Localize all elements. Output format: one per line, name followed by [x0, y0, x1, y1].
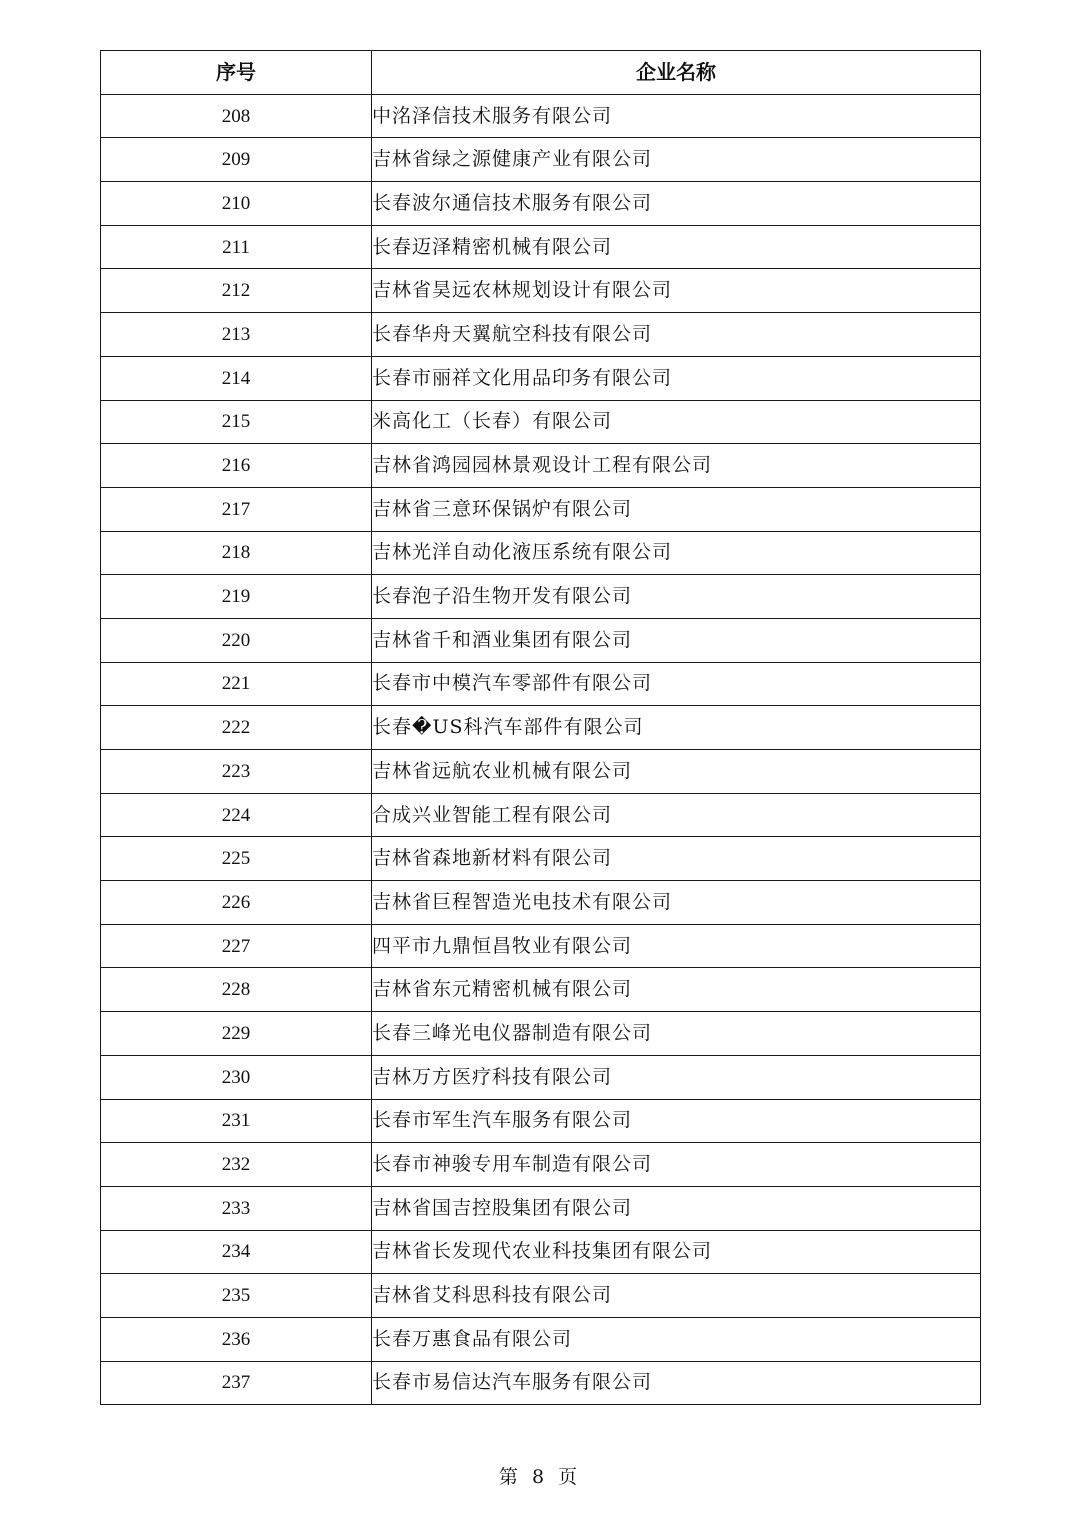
table-row — [101, 356, 981, 400]
table-row — [101, 1317, 981, 1361]
enterprise-name-cell: 吉林省绿之源健康产业有限公司 — [372, 138, 981, 182]
table-row — [101, 750, 981, 794]
enterprise-name-cell: 长春市神骏专用车制造有限公司 — [372, 1143, 981, 1187]
table-row — [101, 531, 981, 575]
table-row — [101, 269, 981, 313]
table-row — [101, 444, 981, 488]
enterprise-name-cell: 米高化工（长春）有限公司 — [372, 400, 981, 444]
serial-number-cell: 221 — [101, 662, 372, 706]
enterprise-name-cell: 吉林省三意环保锅炉有限公司 — [372, 487, 981, 531]
table-row — [101, 575, 981, 619]
serial-number-cell: 226 — [101, 881, 372, 925]
table-row — [101, 1055, 981, 1099]
enterprise-name-cell: 吉林光洋自动化液压系统有限公司 — [372, 531, 981, 575]
serial-number-cell: 222 — [101, 706, 372, 750]
enterprise-name-cell: 长春华舟天翼航空科技有限公司 — [372, 313, 981, 357]
enterprise-name-cell: 吉林省长发现代农业科技集团有限公司 — [372, 1230, 981, 1274]
serial-number-cell: 210 — [101, 182, 372, 226]
table-row — [101, 662, 981, 706]
table-row — [101, 1012, 981, 1056]
serial-number-cell: 219 — [101, 575, 372, 619]
enterprise-name-cell: 长春泡子沿生物开发有限公司 — [372, 575, 981, 619]
enterprise-name-cell: 合成兴业智能工程有限公司 — [372, 793, 981, 837]
serial-number-cell: 234 — [101, 1230, 372, 1274]
enterprise-name-cell: 吉林省鸿园园林景观设计工程有限公司 — [372, 444, 981, 488]
table-row — [101, 1099, 981, 1143]
enterprise-name-cell: 吉林省巨程智造光电技术有限公司 — [372, 881, 981, 925]
serial-number-cell: 215 — [101, 400, 372, 444]
enterprise-name-cell: 吉林省昊远农林规划设计有限公司 — [372, 269, 981, 313]
serial-number-cell: 228 — [101, 968, 372, 1012]
serial-number-cell: 225 — [101, 837, 372, 881]
table-row — [101, 182, 981, 226]
table-row — [101, 487, 981, 531]
serial-number-cell: 229 — [101, 1012, 372, 1056]
table-row — [101, 94, 981, 138]
table-row — [101, 618, 981, 662]
table-row — [101, 400, 981, 444]
enterprise-name-cell: 长春万惠食品有限公司 — [372, 1317, 981, 1361]
table-row — [101, 924, 981, 968]
enterprise-name-cell: 吉林省森地新材料有限公司 — [372, 837, 981, 881]
serial-number-cell: 220 — [101, 618, 372, 662]
serial-number-cell: 231 — [101, 1099, 372, 1143]
serial-number-cell: 235 — [101, 1274, 372, 1318]
table-row — [101, 881, 981, 925]
serial-number-cell: 214 — [101, 356, 372, 400]
enterprise-table — [100, 50, 981, 1405]
table-row — [101, 1361, 981, 1405]
serial-number-cell: 224 — [101, 793, 372, 837]
serial-number-cell: 227 — [101, 924, 372, 968]
table-row — [101, 1186, 981, 1230]
table-row — [101, 968, 981, 1012]
table-row — [101, 1230, 981, 1274]
header-enterprise-name: 企业名称 — [372, 51, 981, 95]
enterprise-name-cell: 长春市中模汽车零部件有限公司 — [372, 662, 981, 706]
enterprise-name-cell: 长春市军生汽车服务有限公司 — [372, 1099, 981, 1143]
serial-number-cell: 213 — [101, 313, 372, 357]
enterprise-name-cell: 长春市易信达汽车服务有限公司 — [372, 1361, 981, 1405]
enterprise-name-cell: 长春�US科汽车部件有限公司 — [372, 706, 981, 750]
serial-number-cell: 212 — [101, 269, 372, 313]
enterprise-name-cell: 四平市九鼎恒昌牧业有限公司 — [372, 924, 981, 968]
enterprise-name-cell: 长春波尔通信技术服务有限公司 — [372, 182, 981, 226]
serial-number-cell: 223 — [101, 750, 372, 794]
table-row — [101, 1274, 981, 1318]
serial-number-cell: 217 — [101, 487, 372, 531]
serial-number-cell: 232 — [101, 1143, 372, 1187]
table-row — [101, 138, 981, 182]
table-row — [101, 1143, 981, 1187]
serial-number-cell: 209 — [101, 138, 372, 182]
table-row — [101, 706, 981, 750]
table-row — [101, 793, 981, 837]
enterprise-name-cell: 吉林省艾科思科技有限公司 — [372, 1274, 981, 1318]
table-header-row — [101, 51, 981, 95]
table-row — [101, 837, 981, 881]
enterprise-name-cell: 中洺泽信技术服务有限公司 — [372, 94, 981, 138]
enterprise-name-cell: 吉林省远航农业机械有限公司 — [372, 750, 981, 794]
enterprise-name-cell: 长春三峰光电仪器制造有限公司 — [372, 1012, 981, 1056]
table-body — [101, 94, 981, 1405]
enterprise-name-cell: 长春迈泽精密机械有限公司 — [372, 225, 981, 269]
serial-number-cell: 236 — [101, 1317, 372, 1361]
serial-number-cell: 237 — [101, 1361, 372, 1405]
page-number: 第 8 页 — [498, 1466, 582, 1488]
table-row — [101, 313, 981, 357]
serial-number-cell: 230 — [101, 1055, 372, 1099]
serial-number-cell: 233 — [101, 1186, 372, 1230]
enterprise-name-cell: 吉林省东元精密机械有限公司 — [372, 968, 981, 1012]
serial-number-cell: 218 — [101, 531, 372, 575]
header-serial-number: 序号 — [101, 51, 372, 95]
serial-number-cell: 216 — [101, 444, 372, 488]
serial-number-cell: 211 — [101, 225, 372, 269]
serial-number-cell: 208 — [101, 94, 372, 138]
enterprise-name-cell: 长春市丽祥文化用品印务有限公司 — [372, 356, 981, 400]
enterprise-name-cell: 吉林万方医疗科技有限公司 — [372, 1055, 981, 1099]
enterprise-name-cell: 吉林省千和酒业集团有限公司 — [372, 618, 981, 662]
table-row — [101, 225, 981, 269]
enterprise-name-cell: 吉林省国吉控股集团有限公司 — [372, 1186, 981, 1230]
